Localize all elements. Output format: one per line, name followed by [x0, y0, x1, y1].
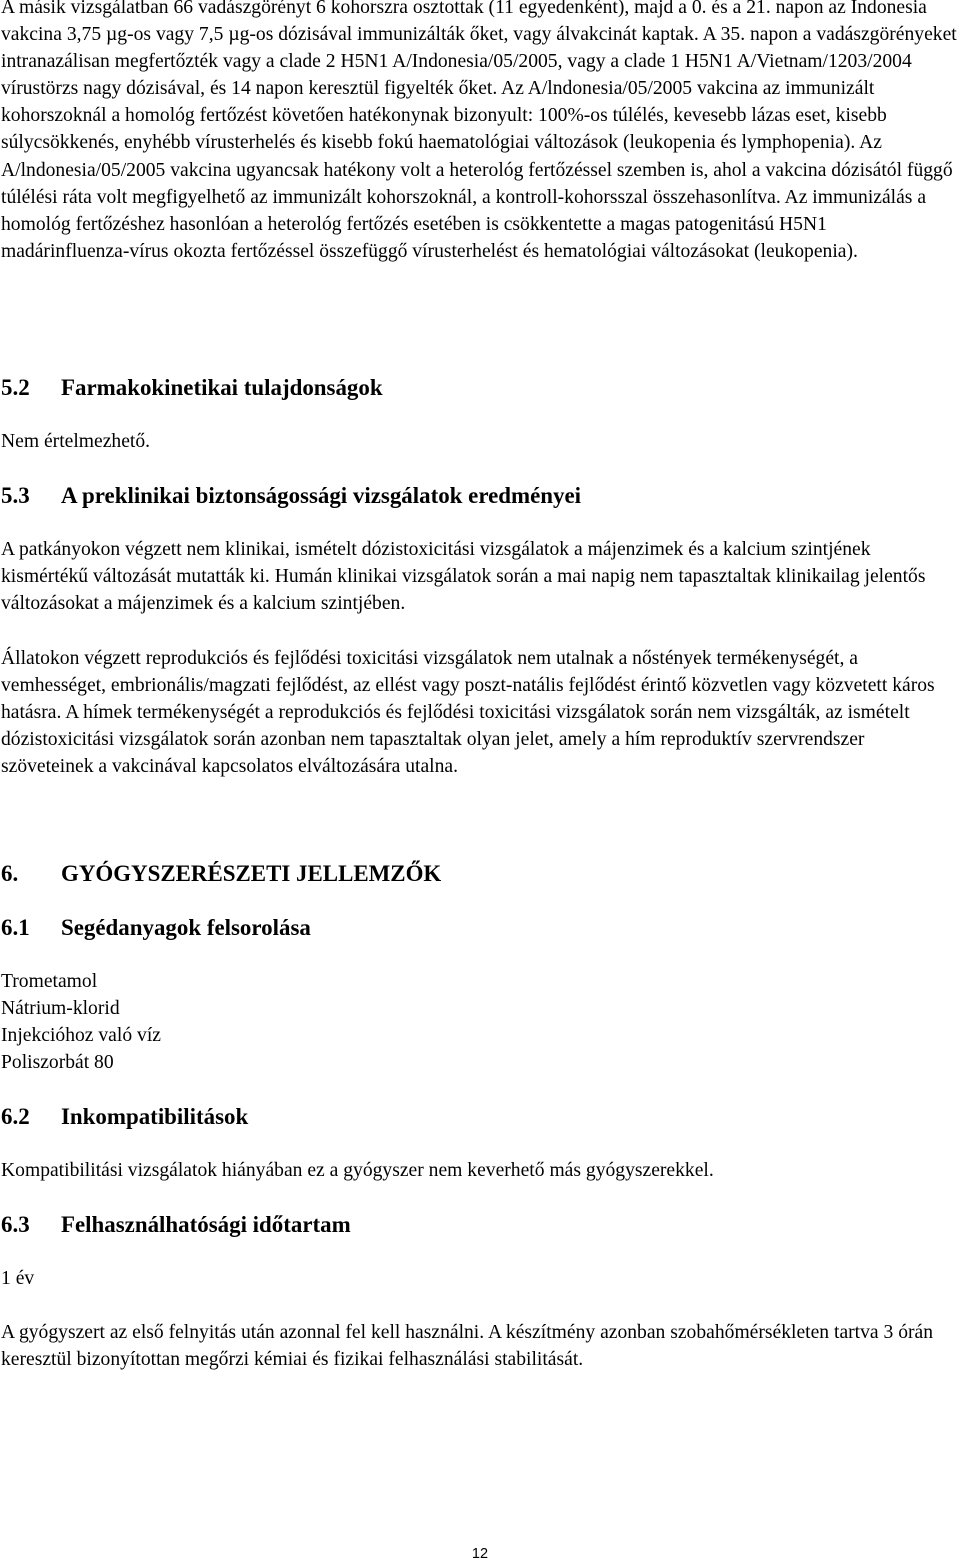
section-6-2-text: Kompatibilitási vizsgálatok hiányában ez a gyógyszer nem keverhető más gyógyszerekkel.	[1, 1160, 714, 1181]
section-5-3-number: 5.3	[1, 483, 30, 508]
list-item: Nátrium-klorid	[1, 998, 120, 1020]
section-5-3-paragraph-2: Állatokon végzett reprodukciós és fejlődési toxicitási vizsgálatok nem utalnak a nőstények termékenységét, a vemhességet, embrionális/magzati fejlődést, az ellést vagy poszt-natális fejlődést érintő közvetlen vagy közvetett káros hatásra. A hímek termékenységét a reprodukciós és fejlődési toxicitási vizsgálatok során nem vizsgálták, az ismételt dózistoxicitási vizsgálatok során azonban nem tapasztaltak olyan jelet, amely a hím reproduktív szervrendszer szöveteinek a vakcinával kapcsolatos elváltozására utalna.	[1, 648, 935, 778]
section-6-heading	[1, 860, 441, 887]
section-6-title: GYÓGYSZERÉSZETI JELLEMZŐK	[61, 861, 442, 886]
page-number: 12	[471, 1546, 489, 1562]
section-5-2-text: Nem értelmezhető.	[1, 431, 151, 452]
shelf-life-value: 1 év	[1, 1268, 35, 1289]
list-item: Trometamol	[1, 971, 98, 992]
section-6-number: 6.	[1, 861, 19, 886]
section-6-3-number: 6.3	[1, 1212, 30, 1237]
section-6-3-heading	[1, 1211, 351, 1238]
section-5-3-paragraph-1: A patkányokon végzett nem klinikai, ismételt dózistoxicitási vizsgálatok a májenzimek és a kalcium szintjének kismértékű változását mutatták ki. Humán klinikai vizsgálatok során a mai napig nem tapasztaltak klinikailag jelentős változásokat a májenzimek és a kalcium szintjében.	[1, 539, 926, 615]
section-6-3-title: Felhasználhatósági időtartam	[61, 1212, 351, 1237]
section-6-2-heading	[1, 1103, 248, 1130]
section-5-3-title: A preklinikai biztonságossági vizsgálatok eredményei	[61, 483, 582, 508]
section-6-2-title: Inkompatibilitások	[61, 1104, 249, 1129]
section-5-2-heading	[1, 374, 383, 401]
section-6-3-text: A gyógyszert az első felnyitás után azonnal fel kell használni. A készítmény azonban szobahőmérsékleten tartva 3 órán keresztül bizonyítottan megőrzi kémiai és fizikai felhasználási stabilitását.	[1, 1322, 934, 1371]
list-item: Injekcióhoz való víz	[1, 1025, 161, 1047]
section-5-2-title: Farmakokinetikai tulajdonságok	[61, 375, 383, 400]
section-5-3-heading	[1, 482, 581, 509]
section-6-2-number: 6.2	[1, 1104, 30, 1129]
section-6-1-number: 6.1	[1, 915, 30, 940]
section-5-2-number: 5.2	[1, 375, 30, 400]
intro-paragraph: A másik vizsgálatban 66 vadászgörényt 6 kohorszra osztottak (11 egyedenként), majd a 0. és a 21. napon az Indonesia vakcina 3,75 µg-os vagy 7,5 µg-os dózisával immunizálták őket, vagy álvakcinát kaptak. A 35. napon a vadászgörényeket intranazálisan megfertőzték vagy a clade 2 H5N1 A/Indonesia/05/2005, vagy a clade 1 H5N1 A/Vietnam/1203/2004 vírustörzs nagy dózisával, és 14 napon keresztül figyelték őket. Az A/lndonesia/05/2005 vakcina az immunizált kohorszoknál a homológ fertőzést követően hatékonynak bizonyult: 100%-os túlélés, kevesebb lázas eset, kisebb súlycsökkenés, enyhébb vírusterhelés és kisebb fokú haematológiai változások (leukopenia és lymphopenia). Az A/lndonesia/05/2005 vakcina ugyancsak hatékony volt a heterológ fertőzéssel szemben is, ahol a vakcina dózisától függő túlélési ráta volt megfigyelhető az immunizált kohorszoknál, a kontroll-kohorsszal összehasonlítva. Az immunizálás a homológ fertőzéshez hasonlóan a heterológ fertőzés esetében is csökkentette a magas patogenitású H5N1 madárinfluenza-vírus okozta fertőzéssel összefüggő vírusterhelést és hematológiai változásokat (leukopenia).	[1, 0, 957, 262]
section-6-1-heading	[1, 914, 311, 941]
section-6-1-title: Segédanyagok felsorolása	[61, 915, 311, 940]
list-item: Poliszorbát 80	[1, 1052, 114, 1074]
excipient-list	[1, 968, 957, 1076]
